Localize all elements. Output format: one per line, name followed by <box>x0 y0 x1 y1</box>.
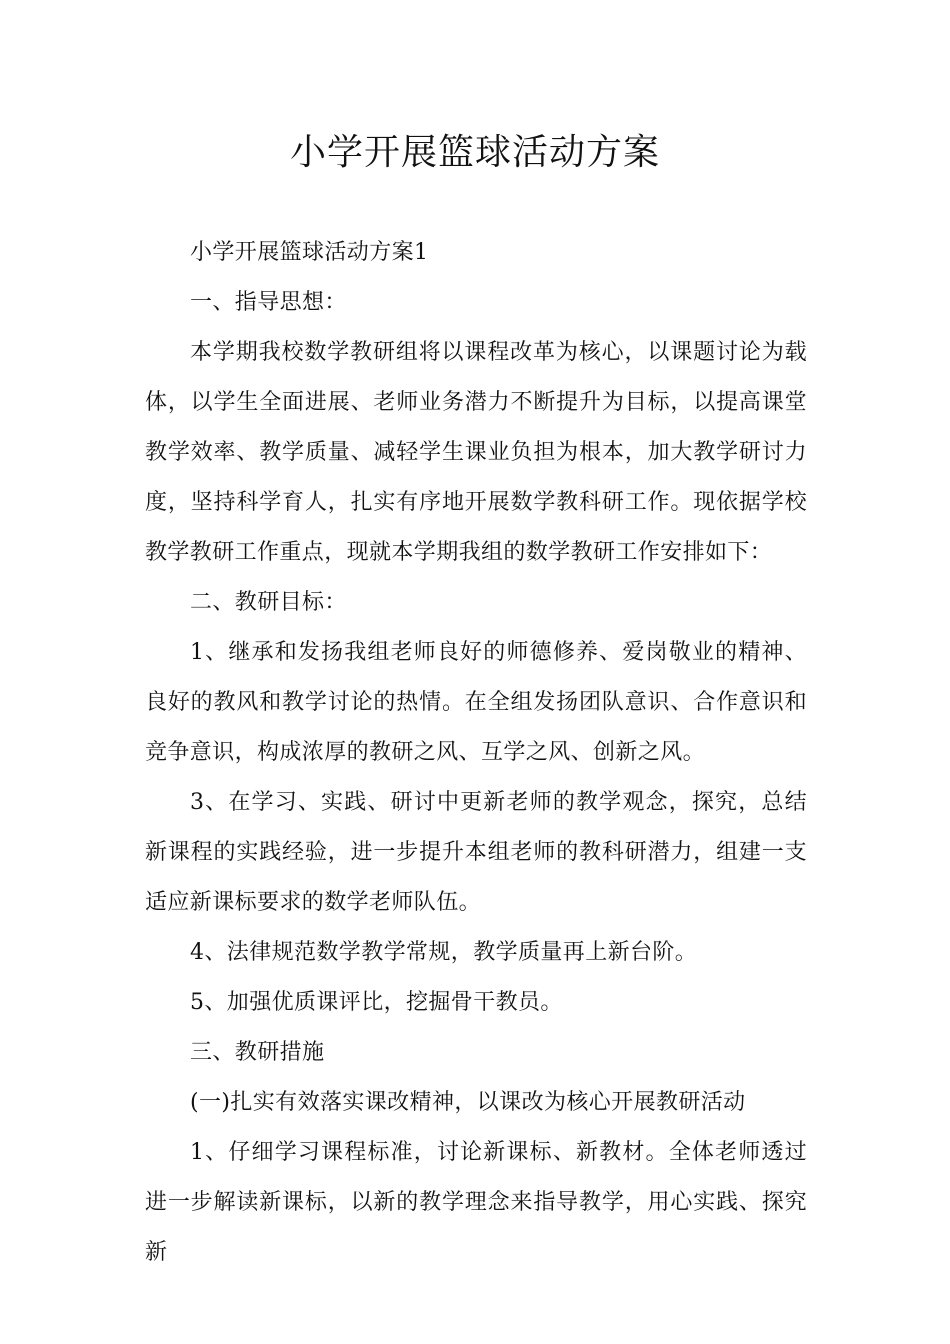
section-heading-research-measures: 三、教研措施 <box>190 1040 325 1065</box>
document-title: 小学开展篮球活动方案 <box>289 132 660 173</box>
paragraph-goal-4: 4、法律规范数学教学常规，教学质量再上新台阶。 <box>190 940 698 965</box>
subsection-heading-1: (一)扎实有效落实课改精神，以课改为核心开展教研活动 <box>190 1090 746 1115</box>
paragraph-subtitle: 小学开展篮球活动方案1 <box>190 240 429 265</box>
paragraph-goal-1: 1、继承和发扬我组老师良好的师德修养、爱岗敬业的精神、良好的教风和教学讨论的热情。在全组发扬团队意识、合作意识和竞争意识，构成浓厚的教研之风、互学之风、创新之风。 <box>145 640 807 765</box>
paragraph-measure-1: 1、仔细学习课程标准，讨论新课标、新教材。全体老师透过进一步解读新课标，以新的教学理念来指导教学，用心实践、探究新 <box>145 1140 807 1265</box>
section-heading-research-goals: 二、教研目标： <box>190 590 347 615</box>
section-heading-guiding-thought: 一、指导思想： <box>190 290 347 315</box>
paragraph-guiding-thought: 本学期我校数学教研组将以课程改革为核心，以课题讨论为载体，以学生全面进展、老师业务潜力不断提升为目标，以提高课堂教学效率、教学质量、减轻学生课业负担为根本，加大教学研讨力度，坚持科学育人，扎实有序地开展数学教科研工作。现依据学校教学教研工作重点，现就本学期我组的数学教研工作安排如下： <box>145 340 807 565</box>
paragraph-goal-5: 5、加强优质课评比，挖掘骨干教员。 <box>190 990 563 1015</box>
document-body <box>145 228 807 1278</box>
paragraph-goal-3: 3、在学习、实践、研讨中更新老师的教学观念，探究，总结新课程的实践经验，进一步提升本组老师的教科研潜力，组建一支适应新课标要求的数学老师队伍。 <box>145 790 807 915</box>
